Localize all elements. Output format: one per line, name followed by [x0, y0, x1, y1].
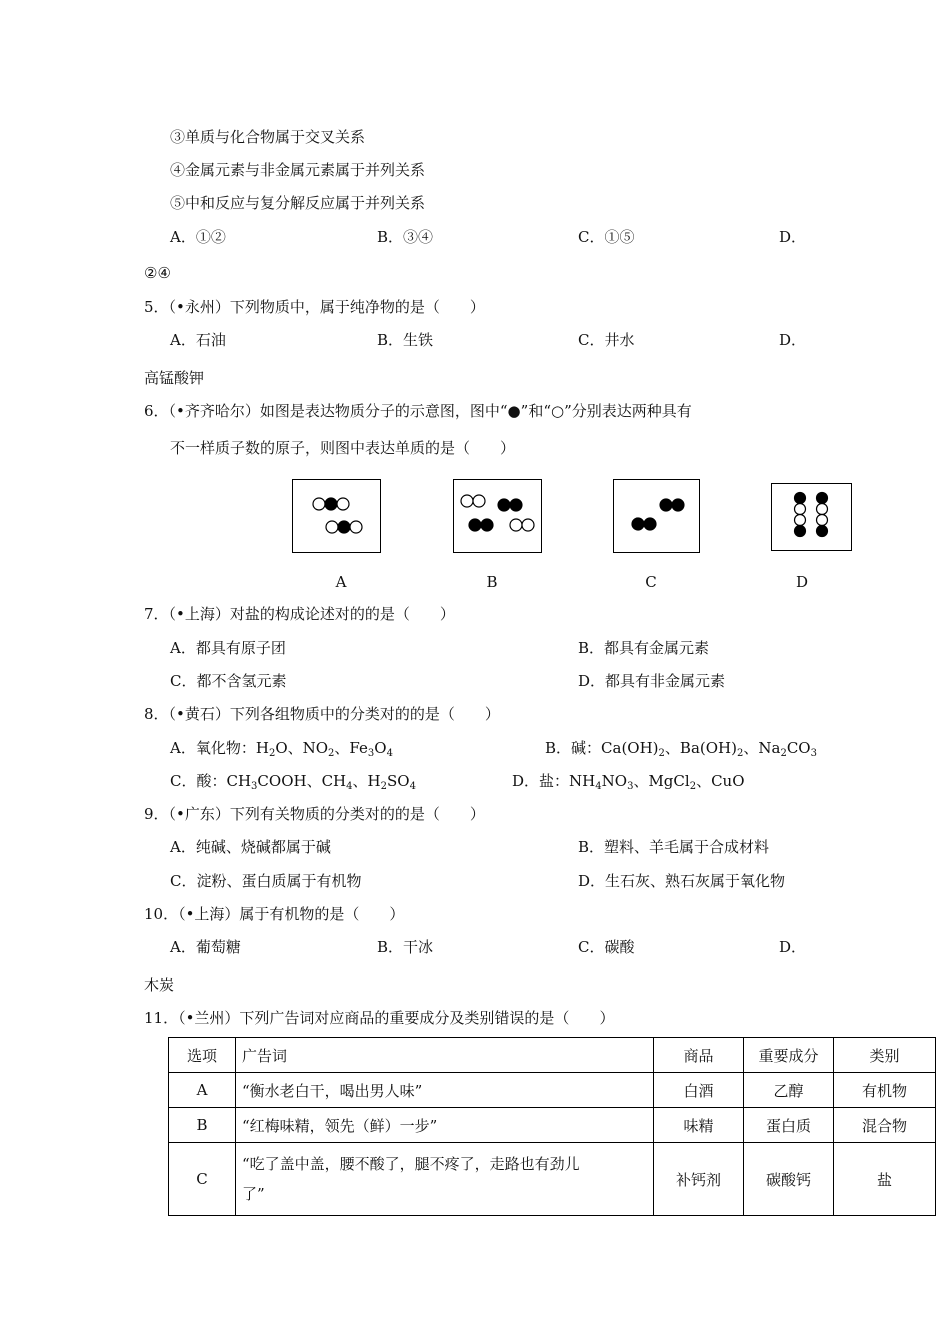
header-component: 重要成分 — [744, 1038, 834, 1073]
q10-option-a: A．葡萄糖 — [170, 938, 241, 956]
q6-stem-line2: 不一样质子数的原子，则图中表达单质的是（ ） — [170, 439, 516, 457]
molecule-diagram-b — [453, 479, 542, 553]
q4-option-a: A．①② — [170, 228, 226, 246]
q7-option-c: C．都不含氢元素 — [170, 672, 287, 690]
statement-3: ③单质与化合物属于交叉关系 — [170, 128, 366, 146]
q11-stem: 11．（•兰州）下列广告词对应商品的重要成分及类别错误的是（ ） — [144, 1009, 615, 1027]
diagram-label-d: D — [795, 573, 809, 591]
cell-product: 味精 — [654, 1108, 744, 1143]
q8-stem: 8．（•黄石）下列各组物质中的分类对的的是（ ） — [144, 705, 500, 723]
molecule-diagram-d — [771, 483, 852, 551]
header-product: 商品 — [654, 1038, 744, 1073]
q4-option-d-text: ②④ — [144, 264, 171, 282]
q5-stem: 5．（•永州）下列物质中，属于纯净物的是（ ） — [144, 298, 485, 316]
statement-5: ⑤中和反应与复分解反应属于并列关系 — [170, 194, 426, 212]
cell-option: A — [169, 1073, 236, 1108]
cell-component: 蛋白质 — [744, 1108, 834, 1143]
q10-option-d-text: 木炭 — [144, 976, 175, 994]
q9-option-c: C．淀粉、蛋白质属于有机物 — [170, 872, 362, 890]
cell-option: B — [169, 1108, 236, 1143]
q7-option-a: A．都具有原子团 — [170, 639, 286, 657]
q7-option-b: B．都具有金属元素 — [578, 639, 710, 657]
diagram-label-c: C — [645, 573, 657, 591]
cell-category: 有机物 — [834, 1073, 936, 1108]
q9-option-b: B．塑料、羊毛属于合成材料 — [578, 838, 770, 856]
statement-4: ④金属元素与非金属元素属于并列关系 — [170, 161, 426, 179]
cell-slogan: “红梅味精，领先（鲜）一步” — [236, 1108, 654, 1143]
q4-option-d: D． — [779, 228, 807, 246]
q10-option-c: C．碳酸 — [578, 938, 635, 956]
q8-option-d: D．盐：$NH_4NO_3$、MgCl$_2$、CuO — [512, 772, 745, 792]
q5-option-d-text: 高锰酸钾 — [144, 369, 205, 387]
diagram-label-b: B — [486, 573, 498, 591]
q9-option-d: D．生石灰、熟石灰属于氧化物 — [578, 872, 786, 890]
cell-slogan-line1: “吃了盖中盖，腰不酸了，腿不疼了，走路也有劲儿 — [242, 1155, 580, 1173]
q4-option-b: B．③④ — [377, 228, 434, 246]
q5-option-b: B．生铁 — [377, 331, 434, 349]
cell-product: 补钙剂 — [654, 1143, 744, 1216]
header-option: 选项 — [169, 1038, 236, 1073]
cell-component: 碳酸钙 — [744, 1143, 834, 1216]
q4-option-c: C．①⑤ — [578, 228, 635, 246]
q9-option-a: A．纯碱、烧碱都属于碱 — [170, 838, 331, 856]
q8-option-a: A．氧化物：$H_2O$、$NO_2$、$Fe_3O_4$ — [170, 739, 393, 759]
q9-stem: 9．（•广东）下列有关物质的分类对的的是（ ） — [144, 805, 485, 823]
cell-slogan-line2: 了” — [242, 1185, 265, 1203]
q5-option-d: D． — [779, 331, 807, 349]
q5-option-a: A．石油 — [170, 331, 226, 349]
cell-component: 乙醇 — [744, 1073, 834, 1108]
q10-option-d: D． — [779, 938, 807, 956]
table-row — [169, 1108, 936, 1143]
ad-table — [168, 1037, 936, 1216]
header-category: 类别 — [834, 1038, 936, 1073]
q6-stem-line1: 6．（•齐齐哈尔）如图是表达物质分子的示意图，图中“●”和“○”分别表达两种具有 — [144, 402, 692, 420]
cell-option: C — [169, 1143, 236, 1216]
molecule-diagram-c — [613, 479, 700, 553]
cell-slogan — [236, 1143, 654, 1216]
q8-option-c: C．酸：$CH_3COOH$、$CH_4$、$H_2SO_4$ — [170, 772, 416, 792]
molecule-diagram-a — [292, 479, 381, 553]
q5-option-c: C．井水 — [578, 331, 635, 349]
table-row — [169, 1143, 936, 1216]
cell-product: 白酒 — [654, 1073, 744, 1108]
header-slogan: 广告词 — [236, 1038, 654, 1073]
table-header-row — [169, 1038, 936, 1073]
q7-stem: 7．（•上海）对盐的构成论述对的的是（ ） — [144, 605, 455, 623]
cell-category: 盐 — [834, 1143, 936, 1216]
table-row — [169, 1073, 936, 1108]
cell-slogan: “衡水老白干，喝出男人味” — [236, 1073, 654, 1108]
q8-option-b: B．碱：$Ca(OH)_2$、$Ba(OH)_2$、$Na_2CO_3$ — [545, 739, 817, 759]
q10-stem: 10．（•上海）属于有机物的是（ ） — [144, 905, 405, 923]
cell-category: 混合物 — [834, 1108, 936, 1143]
diagram-label-a: A — [335, 573, 347, 591]
q7-option-d: D．都具有非金属元素 — [578, 672, 726, 690]
q10-option-b: B．干冰 — [377, 938, 434, 956]
